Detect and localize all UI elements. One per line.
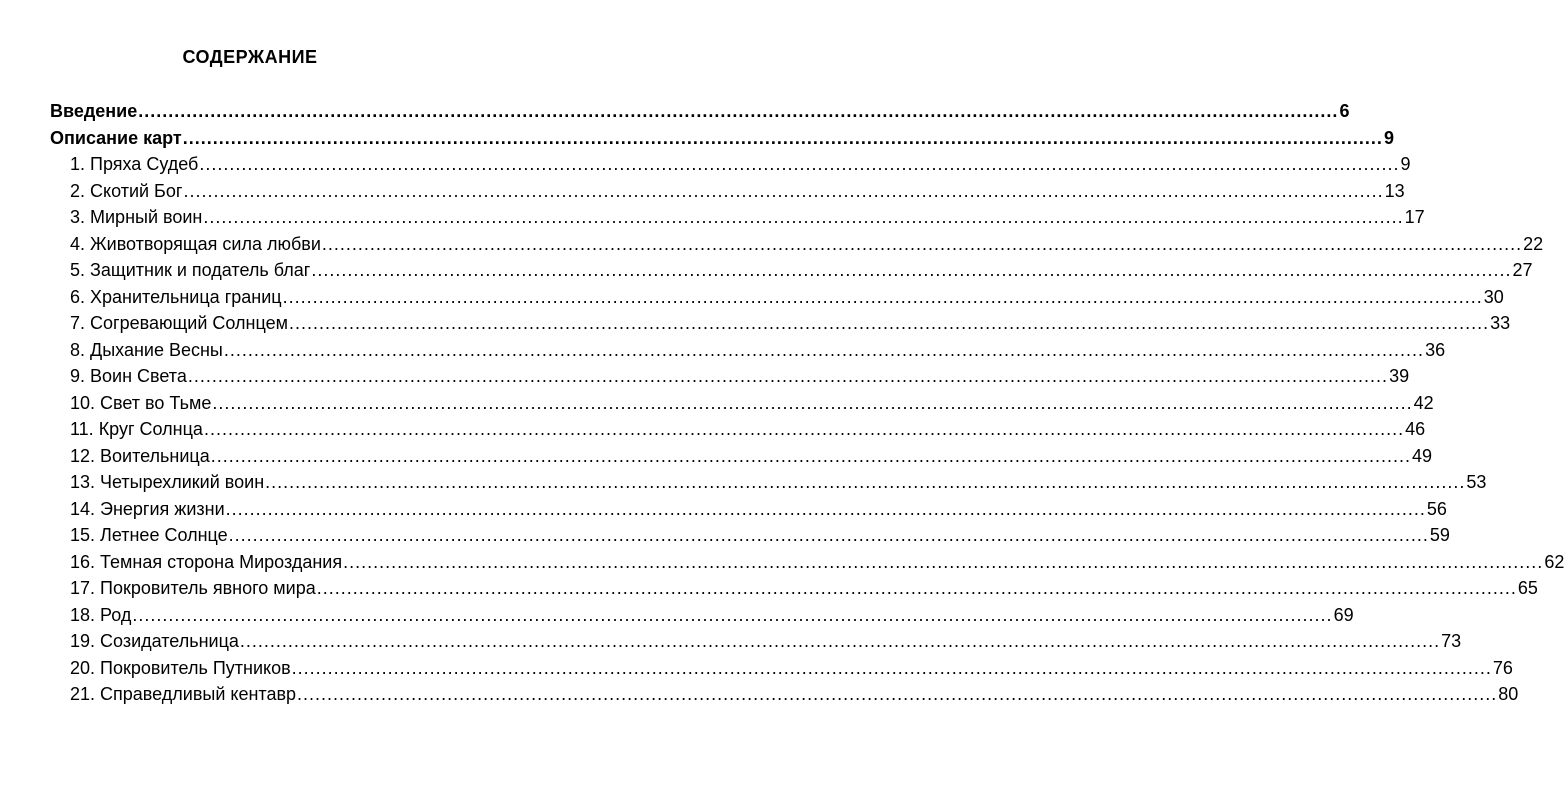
toc-entry [50, 681, 1519, 708]
toc-entry-page-number: 30 [1483, 286, 1504, 307]
dot-leader: ........................................................................................................................................................................................................ [297, 684, 1498, 704]
toc-entry [50, 628, 1462, 655]
toc-entry-page-number: 9 [1383, 127, 1394, 148]
toc-entry [50, 575, 1538, 602]
toc-entry-title: 20. Покровитель Путников [70, 657, 291, 678]
toc-entry-title: 6. Хранительница границ [70, 286, 282, 307]
toc-entry-page-number: 69 [1333, 604, 1354, 625]
toc-entry-page-number: 73 [1441, 631, 1462, 651]
dot-leader: ........................................................................................................................................................................................................ [132, 604, 1333, 625]
dot-leader: ........................................................................................................................................................................................................ [291, 657, 1492, 678]
toc-entry-title: 21. Справедливый кентавр [70, 684, 297, 704]
dot-leader: ........................................................................................................................................................................................................ [343, 551, 1544, 572]
dot-leader: ........................................................................................................................................................................................................ [187, 366, 1389, 386]
toc-entry-title: 3. Мирный воин [70, 207, 203, 227]
toc-entry-title: 18. Род [70, 604, 132, 625]
dot-leader: ........................................................................................................................................................................................................ [203, 207, 1404, 227]
toc-entry-title: 5. Защитник и податель благ [70, 260, 311, 280]
toc-entry-title: 8. Дыхание Весны [70, 339, 223, 360]
dot-leader: ........................................................................................................................................................................................................ [212, 392, 1413, 413]
toc-entry-page-number: 17 [1404, 207, 1425, 227]
toc-entry-title: 7. Согревающий Солнцем [70, 313, 288, 333]
dot-leader: ........................................................................................................................................................................................................ [239, 631, 1441, 651]
toc-entry-title: 13. Четырехликий воин [70, 472, 265, 492]
toc-section-entry [50, 125, 1394, 152]
toc-entry [50, 178, 1405, 205]
toc-entry-title: 12. Воительница [70, 445, 210, 466]
dot-leader: ........................................................................................................................................................................................................ [210, 445, 1411, 466]
dot-leader: ........................................................................................................................................................................................................ [223, 339, 1425, 360]
toc-entry-title: 1. Пряха Судеб [70, 154, 199, 174]
toc-entry-page-number: 22 [1523, 233, 1544, 254]
toc-entry-page-number: 39 [1389, 366, 1410, 386]
toc-entry-page-number: 27 [1512, 260, 1533, 280]
toc-entry-page-number: 13 [1384, 180, 1405, 201]
toc-entry-page-number: 80 [1498, 684, 1519, 704]
toc-entry-page-number: 76 [1492, 657, 1513, 678]
dot-leader: ........................................................................................................................................................................................................ [203, 419, 1405, 439]
toc-entry [50, 655, 1513, 682]
dot-leader: ........................................................................................................................................................................................................ [288, 313, 1490, 333]
dot-leader: ........................................................................................................................................................................................................ [321, 233, 1523, 254]
toc-entry [50, 363, 1410, 390]
dot-leader: ........................................................................................................................................................................................................ [182, 127, 1383, 148]
toc-entry [50, 522, 1450, 549]
toc-entry-title: 4. Животворящая сила любви [70, 233, 321, 254]
toc-entry-page-number: 9 [1400, 154, 1411, 174]
toc-entry-page-number: 42 [1413, 392, 1434, 413]
dot-leader: ........................................................................................................................................................................................................ [183, 180, 1384, 201]
toc-entry-page-number: 62 [1544, 551, 1564, 572]
dot-leader: ........................................................................................................................................................................................................ [265, 472, 1466, 492]
toc-entry [50, 337, 1446, 364]
table-of-contents [50, 98, 1564, 708]
toc-entry-page-number: 53 [1466, 472, 1487, 492]
toc-entry [50, 469, 1487, 496]
toc-entry-page-number: 36 [1425, 339, 1446, 360]
toc-entry-title: 15. Летнее Солнце [70, 525, 228, 545]
dot-leader: ........................................................................................................................................................................................................ [316, 578, 1517, 598]
toc-entry-title: 17. Покровитель явного мира [70, 578, 316, 598]
toc-entry [50, 443, 1432, 470]
toc-entry [50, 602, 1354, 629]
toc-entry-page-number: 65 [1517, 578, 1538, 598]
toc-entry [50, 549, 1564, 576]
dot-leader: ........................................................................................................................................................................................................ [225, 498, 1426, 519]
toc-entry-title: Описание карт [50, 127, 182, 148]
toc-entry [50, 257, 1533, 284]
dot-leader: ........................................................................................................................................................................................................ [199, 154, 1400, 174]
toc-entry [50, 416, 1426, 443]
toc-entry-page-number: 6 [1339, 101, 1350, 121]
toc-entry-page-number: 46 [1405, 419, 1426, 439]
toc-entry [50, 284, 1504, 311]
toc-entry-page-number: 49 [1411, 445, 1432, 466]
toc-entry [50, 231, 1544, 258]
toc-entry-page-number: 33 [1490, 313, 1511, 333]
dot-leader: ........................................................................................................................................................................................................ [282, 286, 1483, 307]
toc-entry [50, 496, 1447, 523]
toc-entry-title: 11. Круг Солнца [70, 419, 203, 439]
dot-leader: ........................................................................................................................................................................................................ [228, 525, 1429, 545]
toc-entry-title: 16. Темная сторона Мироздания [70, 551, 343, 572]
dot-leader: ........................................................................................................................................................................................................ [311, 260, 1512, 280]
toc-entry-title: 19. Созидательница [70, 631, 239, 651]
toc-entry-page-number: 59 [1429, 525, 1450, 545]
toc-entry-title: 2. Скотий Бог [70, 180, 183, 201]
toc-entry [50, 310, 1511, 337]
toc-entry [50, 151, 1411, 178]
toc-entry-page-number: 56 [1426, 498, 1447, 519]
toc-section-entry [50, 98, 1350, 125]
toc-entry [50, 390, 1434, 417]
toc-entry-title: 10. Свет во Тьме [70, 392, 212, 413]
toc-entry-title: Введение [50, 101, 138, 121]
toc-entry-title: 9. Воин Света [70, 366, 187, 386]
page-title: СОДЕРЖАНИЕ [182, 47, 318, 67]
toc-entry-title: 14. Энергия жизни [70, 498, 225, 519]
toc-entry [50, 204, 1425, 231]
dot-leader: ........................................................................................................................................................................................................ [138, 101, 1339, 121]
